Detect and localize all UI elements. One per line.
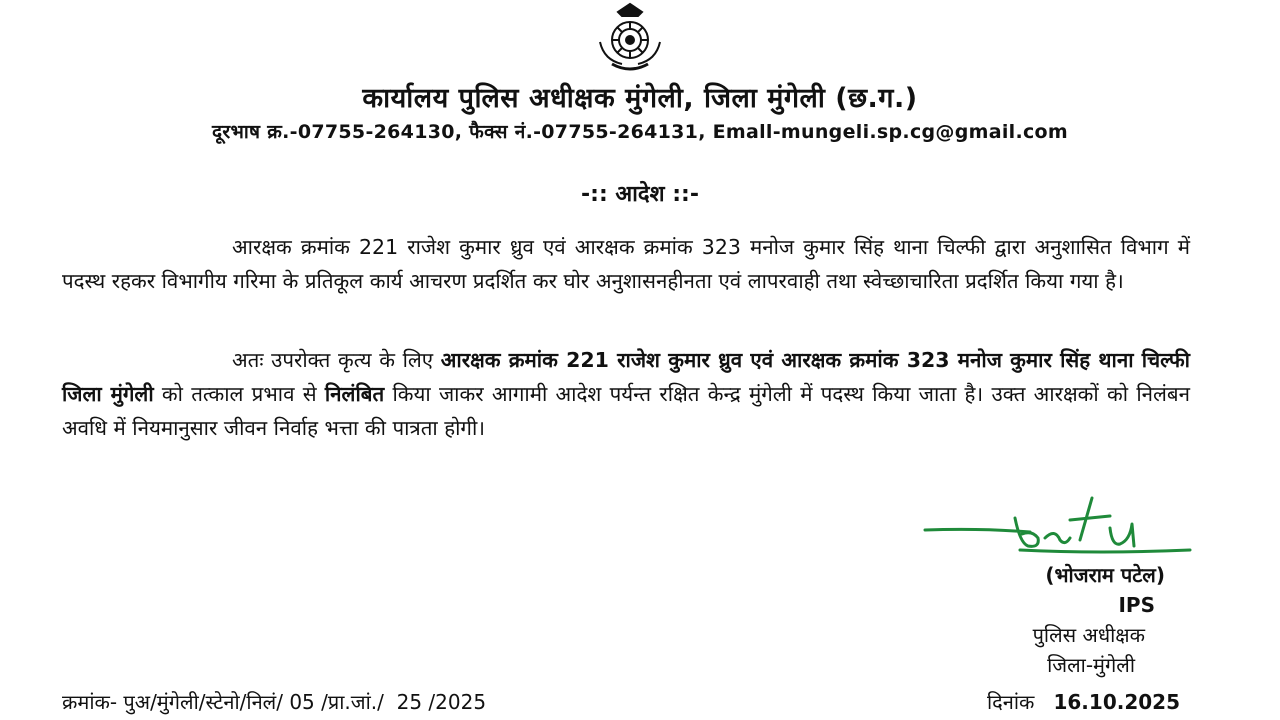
order-paragraph-1: आरक्षक क्रमांक 221 राजेश कुमार ध्रुव एवं आरक्षक क्रमांक 323 मनोज कुमार सिंह थाना चिल्फी द्वारा अनुशासित विभाग में पदस्थ रहकर विभागीय गरिमा के प्रतिकूल कार्य आचरण प्रदर्शित कर घोर अनुशासनहीनता एवं लापरवाही तथा स्वेच्छाचारिता प्रदर्शित किया गया है।	[62, 235, 1190, 293]
paragraph-2-bold-suspended: निलंबित	[324, 382, 385, 406]
reference-number: क्रमांक- पुअ/मुंगेली/स्टेनो/निलं/ 05 /प्रा.जां./ 25 /2025	[62, 690, 487, 714]
paragraph-2-text-b: को तत्काल प्रभाव से	[153, 382, 325, 406]
signature-mark	[920, 488, 1200, 568]
date-label: दिनांक	[986, 690, 1035, 714]
paragraph-2-text-a: अतः उपरोक्त कृत्य के लिए	[232, 348, 441, 372]
signatory-designation: पुलिस अधीक्षक	[1032, 623, 1145, 647]
contact-line: दूरभाष क्र.-07755-264130, फैक्स नं.-07755-264131, Emall-mungeli.sp.cg@gmail.com	[212, 121, 1068, 143]
police-emblem-icon	[590, 2, 670, 72]
date-value: 16.10.2025	[1053, 690, 1180, 714]
order-date	[987, 688, 1180, 715]
signatory-rank: IPS	[1118, 593, 1155, 617]
order-paragraph-2	[62, 343, 1190, 445]
signatory-district: जिला-मुंगेली	[1047, 653, 1135, 677]
signatory-block	[925, 560, 1165, 680]
paragraph-2-text-c: किया जाकर आगामी आदेश पर्यन्त रक्षित केन्द्र मुंगेली में पदस्थ किया जाता है। उक्त आरक्षकों को निलंबन अवधि में नियमानुसार जीवन निर्वाह भत्ता की पात्रता होगी।	[62, 382, 1191, 440]
order-heading: -:: आदेश ::-	[581, 182, 699, 207]
signatory-name: (भोजराम पटेल)	[1045, 563, 1165, 587]
paragraph-2-bold-names: आरक्षक क्रमांक 221 राजेश कुमार ध्रुव एवं आरक्षक क्रमांक 323 मनोज कुमार सिंह थाना चिल्फी जिला मुंगेली	[62, 348, 1190, 406]
office-title: कार्यालय पुलिस अधीक्षक मुंगेली, जिला मुंगेली (छ.ग.)	[362, 83, 918, 114]
